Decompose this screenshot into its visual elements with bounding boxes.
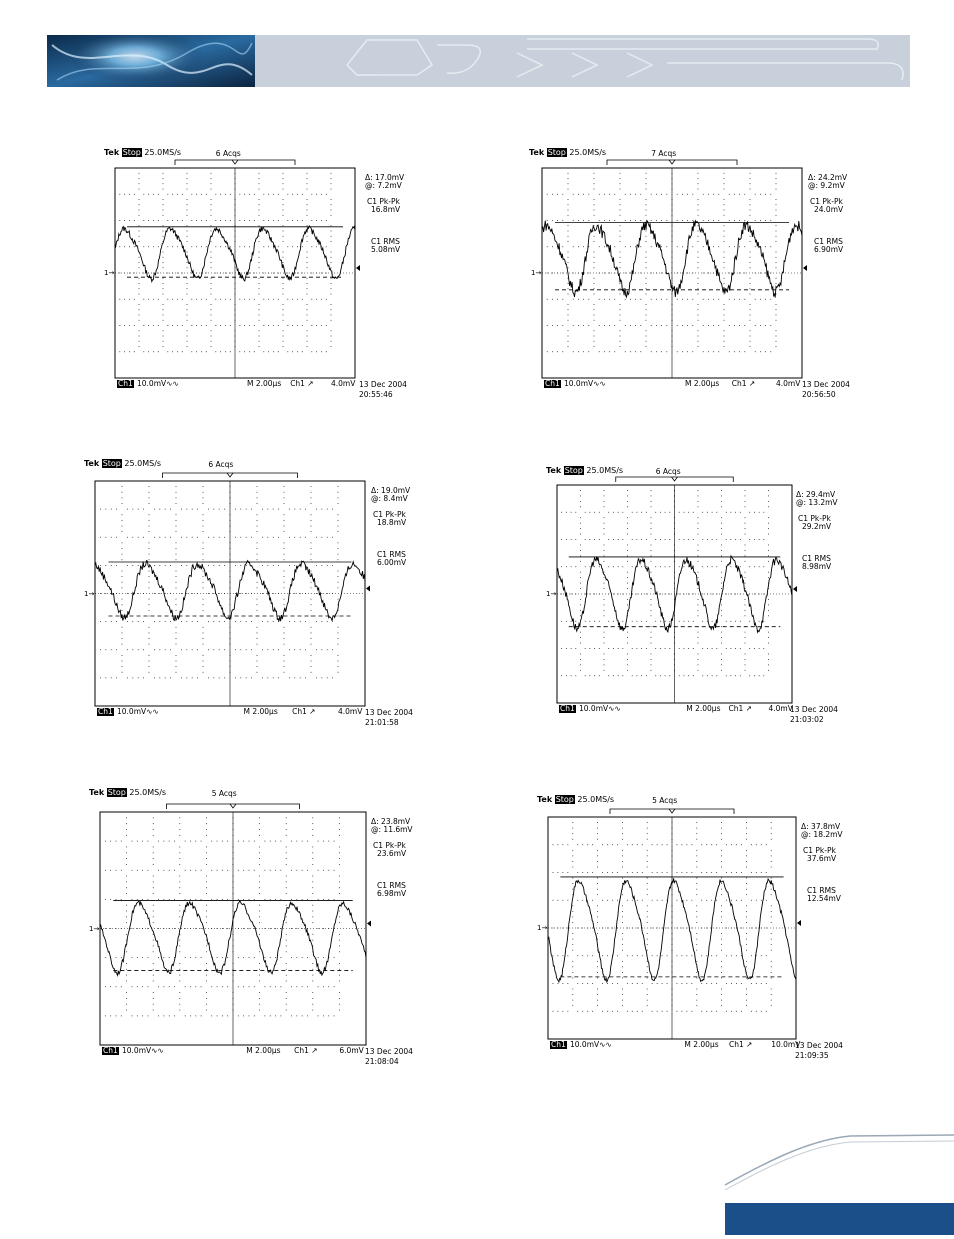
trigger-level-arrow <box>356 265 360 271</box>
delta-symbol: Δ: <box>808 173 819 182</box>
capture-time: 21:01:58 <box>365 718 399 727</box>
channel-scale: 10.0mV∿∿ <box>117 707 159 716</box>
trigger-level-arrow <box>803 265 807 271</box>
sample-rate: 25.0MS/s <box>144 148 182 157</box>
cursor-at-readout <box>796 499 838 507</box>
rms-value: 6.00mV <box>377 558 407 567</box>
rms-value: 12.54mV <box>807 894 841 903</box>
channel-scale: 10.0mV∿∿ <box>579 704 621 713</box>
stop-badge: Stop <box>564 466 583 475</box>
timebase: M 2.00µs <box>246 1046 281 1055</box>
at-value: 7.2mV <box>377 181 402 190</box>
ch1-badge: Ch1 <box>98 707 113 716</box>
scope-1 <box>100 145 440 400</box>
scope-graticule <box>108 154 362 386</box>
channel-ground-marker: 1→ <box>89 924 100 933</box>
scope-2 <box>525 145 865 400</box>
trigger-level-arrow <box>367 921 371 927</box>
sample-rate: 25.0MS/s <box>124 459 162 468</box>
trigger-pos-marker <box>227 473 233 477</box>
footer-logo <box>700 1120 954 1235</box>
channel-scale: 10.0mV∿∿ <box>570 1040 612 1049</box>
bandwidth-limit-icon: ∿∿ <box>593 379 606 388</box>
trigger-pos-marker <box>672 477 678 481</box>
channel-ground-marker: 1→ <box>546 590 557 598</box>
trigger-level-arrow <box>793 586 797 592</box>
rms-value: 6.90mV <box>814 245 844 254</box>
at-value: 8.4mV <box>383 494 408 503</box>
timebase: M 2.00µs <box>685 379 720 388</box>
delta-value: 23.8mV <box>381 817 411 826</box>
scope-3 <box>80 456 440 736</box>
tek-label: Tek <box>104 148 120 157</box>
channel-scale: 10.0mV∿∿ <box>564 379 606 388</box>
bandwidth-limit-icon: ∿∿ <box>599 1040 612 1049</box>
rms-label: C1 RMS <box>371 237 400 246</box>
capture-time: 21:08:04 <box>365 1057 399 1066</box>
at-symbol: @: <box>801 830 814 839</box>
pk-pk-label: C1 Pk-Pk <box>798 514 831 523</box>
at-symbol: @: <box>808 181 821 190</box>
at-symbol: @: <box>371 825 384 834</box>
ch1-badge: Ch1 <box>118 379 133 388</box>
trigger-level: 6.0mV <box>339 1046 364 1055</box>
pk-pk-value: 29.2mV <box>802 522 832 531</box>
at-value: 13.2mV <box>808 498 838 507</box>
pk-pk-value: 23.6mV <box>377 849 407 858</box>
pk-pk-label: C1 Pk-Pk <box>367 197 400 206</box>
scope-graticule <box>88 467 372 714</box>
acquisition-count: 6 Acqs <box>215 149 241 158</box>
scope-6 <box>533 792 863 1067</box>
scope-status-line <box>89 789 166 797</box>
stop-badge: Stop <box>102 459 121 468</box>
delta-value: 24.2mV <box>818 173 848 182</box>
acquisition-count: 5 Acqs <box>211 789 237 798</box>
rising-edge-icon: ↗ <box>306 707 316 716</box>
header-banner <box>47 35 910 87</box>
cursor-at-readout <box>371 826 413 834</box>
trigger-channel: Ch1 ↗ <box>290 379 314 388</box>
bandwidth-limit-icon: ∿∿ <box>151 1046 164 1055</box>
timebase: M 2.00µs <box>686 704 721 713</box>
ch1-badge: Ch1 <box>545 379 560 388</box>
scope-4 <box>542 463 872 728</box>
stop-badge: Stop <box>547 148 566 157</box>
cursor-at-readout <box>808 182 845 190</box>
trigger-level: 4.0mV <box>768 704 793 713</box>
cursor-at-readout <box>371 495 408 503</box>
stop-badge: Stop <box>107 788 126 797</box>
channel-scale: 10.0mV∿∿ <box>137 379 179 388</box>
rms-label: C1 RMS <box>377 550 406 559</box>
tek-label: Tek <box>546 466 562 475</box>
capture-date: 13 Dec 2004 <box>795 1041 843 1050</box>
scope-graticule <box>535 154 809 386</box>
scope-graticule <box>550 471 799 711</box>
scope-5 <box>85 785 435 1070</box>
channel-ground-marker: 1→ <box>84 589 95 598</box>
trigger-level-arrow <box>366 586 370 592</box>
bandwidth-limit-icon: ∿∿ <box>608 704 621 713</box>
capture-time: 20:55:46 <box>359 390 393 399</box>
pk-pk-value: 37.6mV <box>807 854 837 863</box>
footer-bar <box>725 1203 954 1235</box>
acquisition-count: 6 Acqs <box>208 460 234 469</box>
delta-value: 19.0mV <box>381 486 411 495</box>
tek-label: Tek <box>84 459 100 468</box>
trigger-level: 10.0mV <box>771 1040 801 1049</box>
cursor-at-readout <box>365 182 402 190</box>
bandwidth-limit-icon: ∿∿ <box>146 707 159 716</box>
rising-edge-icon: ↗ <box>743 704 752 713</box>
pk-pk-value: 16.8mV <box>371 205 401 214</box>
trigger-channel: Ch1 ↗ <box>294 1046 318 1055</box>
pk-pk-value: 24.0mV <box>814 205 844 214</box>
rising-edge-icon: ↗ <box>308 1046 318 1055</box>
capture-time: 21:09:35 <box>795 1051 829 1060</box>
capture-date: 13 Dec 2004 <box>802 380 850 389</box>
timebase: M 2.00µs <box>243 707 278 716</box>
sample-rate: 25.0MS/s <box>569 148 607 157</box>
scope-graticule <box>541 803 803 1047</box>
rising-edge-icon: ↗ <box>746 379 756 388</box>
capture-time: 21:03:02 <box>790 715 824 724</box>
delta-symbol: Δ: <box>371 817 382 826</box>
rms-label: C1 RMS <box>814 237 843 246</box>
sample-rate: 25.0MS/s <box>577 795 615 804</box>
tek-label: Tek <box>529 148 545 157</box>
channel-scale: 10.0mV∿∿ <box>122 1046 164 1055</box>
trigger-channel: Ch1 ↗ <box>292 707 316 716</box>
at-symbol: @: <box>371 494 384 503</box>
acquisition-count: 6 Acqs <box>655 467 681 476</box>
trigger-channel: Ch1 ↗ <box>728 704 752 713</box>
trigger-channel: Ch1 ↗ <box>731 379 756 388</box>
channel-ground-marker: 1→ <box>104 269 115 277</box>
sample-rate: 25.0MS/s <box>129 788 167 797</box>
rising-edge-icon: ↗ <box>304 379 314 388</box>
capture-date: 13 Dec 2004 <box>365 708 413 717</box>
tek-label: Tek <box>537 795 553 804</box>
at-symbol: @: <box>796 498 809 507</box>
ch1-badge: Ch1 <box>551 1040 566 1049</box>
trigger-level-arrow <box>797 920 801 926</box>
trigger-pos-marker <box>669 160 675 164</box>
acquisition-count: 7 Acqs <box>651 149 677 158</box>
tek-label: Tek <box>89 788 105 797</box>
pk-pk-label: C1 Pk-Pk <box>810 197 843 206</box>
rms-value: 5.08mV <box>371 245 401 254</box>
capture-time: 20:56:50 <box>802 390 836 399</box>
trigger-pos-marker <box>669 809 675 813</box>
timebase: M 2.00µs <box>684 1040 719 1049</box>
ch1-badge: Ch1 <box>560 704 575 713</box>
rms-label: C1 RMS <box>802 554 831 563</box>
rms-label: C1 RMS <box>377 881 406 890</box>
trigger-level: 4.0mV <box>776 379 801 388</box>
trigger-level: 4.0mV <box>331 379 356 388</box>
capture-date: 13 Dec 2004 <box>365 1047 413 1056</box>
at-value: 11.6mV <box>383 825 413 834</box>
delta-symbol: Δ: <box>365 173 376 182</box>
at-value: 18.2mV <box>813 830 843 839</box>
rms-label: C1 RMS <box>807 886 836 895</box>
timebase: M 2.00µs <box>247 379 282 388</box>
pk-pk-value: 18.8mV <box>377 518 407 527</box>
cursor-at-readout <box>801 831 843 839</box>
capture-date: 13 Dec 2004 <box>359 380 407 389</box>
stop-badge: Stop <box>122 148 141 157</box>
scope-graticule <box>93 798 373 1053</box>
trigger-pos-marker <box>230 804 236 808</box>
delta-symbol: Δ: <box>371 486 382 495</box>
delta-symbol: Δ: <box>796 490 807 499</box>
pk-pk-label: C1 Pk-Pk <box>803 846 836 855</box>
rms-value: 8.98mV <box>802 562 832 571</box>
delta-symbol: Δ: <box>801 822 812 831</box>
stop-badge: Stop <box>555 795 574 804</box>
trigger-channel: Ch1 ↗ <box>729 1040 753 1049</box>
delta-value: 17.0mV <box>375 173 405 182</box>
bandwidth-limit-icon: ∿∿ <box>166 379 179 388</box>
rms-value: 6.98mV <box>377 889 407 898</box>
at-symbol: @: <box>365 181 378 190</box>
ch1-badge: Ch1 <box>103 1046 118 1055</box>
trigger-level: 4.0mV <box>338 707 363 716</box>
at-value: 9.2mV <box>820 181 845 190</box>
acquisition-count: 5 Acqs <box>652 796 678 805</box>
capture-date: 13 Dec 2004 <box>790 705 838 714</box>
channel-ground-marker: 1→ <box>537 924 548 932</box>
delta-value: 37.8mV <box>811 822 841 831</box>
pk-pk-label: C1 Pk-Pk <box>373 510 406 519</box>
pk-pk-label: C1 Pk-Pk <box>373 841 406 850</box>
trigger-pos-marker <box>232 160 238 164</box>
channel-ground-marker: 1→ <box>531 269 542 277</box>
rising-edge-icon: ↗ <box>743 1040 753 1049</box>
delta-value: 29.4mV <box>806 490 836 499</box>
sample-rate: 25.0MS/s <box>586 466 624 475</box>
